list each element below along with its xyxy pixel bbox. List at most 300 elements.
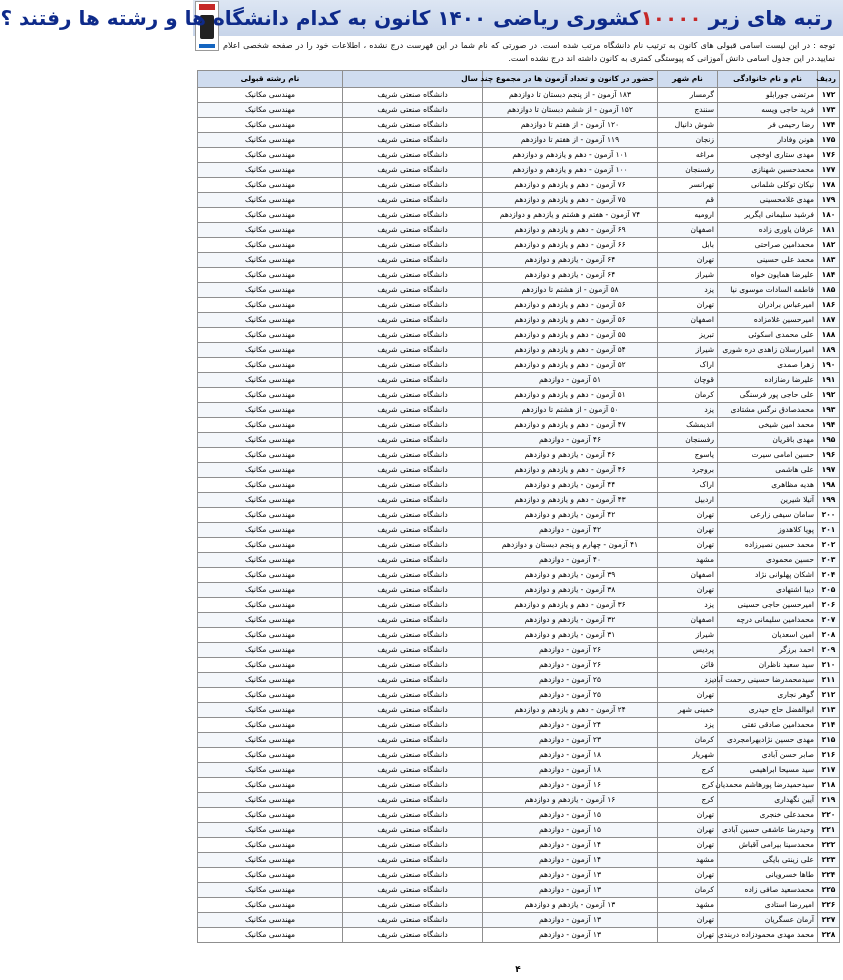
field-cell: مهندسی مکانیک [198, 673, 343, 688]
exams-cell: ۱۶ آزمون - یازدهم و دوازدهم [483, 793, 658, 808]
table-row [198, 778, 840, 793]
city-cell: کرمان [658, 388, 718, 403]
exams-cell: ۷۵ آزمون - دهم و یازدهم و دوازدهم [483, 193, 658, 208]
rank-cell: ۲۲۴ [818, 868, 840, 883]
name-cell: دیبا اشتهادی [718, 583, 818, 598]
rank-cell: ۱۹۵ [818, 433, 840, 448]
university-cell: دانشگاه صنعتی شریف [343, 763, 483, 778]
field-cell: مهندسی مکانیک [198, 343, 343, 358]
rank-cell: ۲۱۹ [818, 793, 840, 808]
city-cell: مشهد [658, 553, 718, 568]
city-cell: کرج [658, 778, 718, 793]
exams-cell: ۱۶ آزمون - دوازدهم [483, 778, 658, 793]
rank-cell: ۲۱۸ [818, 778, 840, 793]
name-cell: علی زینتی بایگی [718, 853, 818, 868]
field-cell: مهندسی مکانیک [198, 373, 343, 388]
university-cell: دانشگاه صنعتی شریف [343, 178, 483, 193]
table-row [198, 508, 840, 523]
table-row [198, 868, 840, 883]
field-cell: مهندسی مکانیک [198, 178, 343, 193]
name-cell: احمد برزگر [718, 643, 818, 658]
table-row [198, 598, 840, 613]
table-row [198, 748, 840, 763]
table-row [198, 823, 840, 838]
rank-cell: ۲۱۷ [818, 763, 840, 778]
rank-cell: ۲۰۶ [818, 598, 840, 613]
city-cell: تبریز [658, 328, 718, 343]
name-cell: علی هاشمی [718, 463, 818, 478]
rank-cell: ۱۹۶ [818, 448, 840, 463]
col-exams-header: حضور در کانون و تعداد آزمون ها در مجموع چند سال [483, 71, 658, 88]
name-cell: آرمان عسگریان [718, 913, 818, 928]
table-row [198, 643, 840, 658]
table-row [198, 658, 840, 673]
city-cell: تهران [658, 823, 718, 838]
city-cell: گرمسار [658, 88, 718, 103]
table-row [198, 298, 840, 313]
university-cell: دانشگاه صنعتی شریف [343, 823, 483, 838]
table-row [198, 538, 840, 553]
exams-cell: ۲۳ آزمون - دوازدهم [483, 733, 658, 748]
table-row [198, 193, 840, 208]
city-cell: کرمان [658, 733, 718, 748]
table-row [198, 313, 840, 328]
rank-cell: ۲۰۳ [818, 553, 840, 568]
field-cell: مهندسی مکانیک [198, 868, 343, 883]
city-cell: تهران [658, 688, 718, 703]
field-cell: مهندسی مکانیک [198, 703, 343, 718]
exams-cell: ۷۶ آزمون - دهم و یازدهم و دوازدهم [483, 178, 658, 193]
city-cell: تهران [658, 868, 718, 883]
table-row [198, 283, 840, 298]
city-cell: تهران [658, 583, 718, 598]
table-row [198, 148, 840, 163]
field-cell: مهندسی مکانیک [198, 523, 343, 538]
name-cell: سیدحمیدرضا پورهاشم محمدیان [718, 778, 818, 793]
rank-cell: ۲۰۷ [818, 613, 840, 628]
table-row [198, 418, 840, 433]
university-cell: دانشگاه صنعتی شریف [343, 313, 483, 328]
table-row [198, 373, 840, 388]
university-cell: دانشگاه صنعتی شریف [343, 463, 483, 478]
exams-cell: ۱۳ آزمون - دوازدهم [483, 913, 658, 928]
field-cell: مهندسی مکانیک [198, 598, 343, 613]
name-cell: مهدی غلامحسینی [718, 193, 818, 208]
table-row [198, 913, 840, 928]
field-cell: مهندسی مکانیک [198, 298, 343, 313]
field-cell: مهندسی مکانیک [198, 463, 343, 478]
name-cell: ابوالفضل حاج حیدری [718, 703, 818, 718]
exams-cell: ۱۰۰ آزمون - دهم و یازدهم و دوازدهم [483, 163, 658, 178]
university-cell: دانشگاه صنعتی شریف [343, 898, 483, 913]
exams-cell: ۴۶ آزمون - دهم و یازدهم و دوازدهم [483, 463, 658, 478]
exams-cell: ۱۸ آزمون - دوازدهم [483, 748, 658, 763]
university-cell: دانشگاه صنعتی شریف [343, 328, 483, 343]
name-cell: آتیلا شیرین [718, 493, 818, 508]
city-cell: شیراز [658, 268, 718, 283]
city-cell: کرمان [658, 883, 718, 898]
name-cell: وحیدرضا عاشقی حسین آبادی [718, 823, 818, 838]
name-cell: فرید حاجی ویسه [718, 103, 818, 118]
field-cell: مهندسی مکانیک [198, 733, 343, 748]
table-row [198, 898, 840, 913]
table-row [198, 568, 840, 583]
exams-cell: ۱۱۹ آزمون - از هفتم تا دوازدهم [483, 133, 658, 148]
rank-cell: ۱۷۲ [818, 88, 840, 103]
university-cell: دانشگاه صنعتی شریف [343, 88, 483, 103]
city-cell: یزد [658, 403, 718, 418]
page-title [0, 4, 833, 32]
col-rank-header: ردیف [818, 71, 840, 88]
university-cell: دانشگاه صنعتی شریف [343, 148, 483, 163]
field-cell: مهندسی مکانیک [198, 823, 343, 838]
field-cell: مهندسی مکانیک [198, 283, 343, 298]
city-cell: یزد [658, 718, 718, 733]
city-cell: تهران [658, 838, 718, 853]
table-row [198, 238, 840, 253]
exams-cell: ۱۴ آزمون - دوازدهم [483, 838, 658, 853]
city-cell: سنندج [658, 103, 718, 118]
table-row [198, 268, 840, 283]
rank-cell: ۱۹۳ [818, 403, 840, 418]
university-cell: دانشگاه صنعتی شریف [343, 163, 483, 178]
rank-cell: ۲۲۸ [818, 928, 840, 943]
city-cell: کرج [658, 763, 718, 778]
university-cell: دانشگاه صنعتی شریف [343, 583, 483, 598]
exams-cell: ۲۴ آزمون - دوازدهم [483, 718, 658, 733]
rank-cell: ۱۷۶ [818, 148, 840, 163]
field-cell: مهندسی مکانیک [198, 838, 343, 853]
city-cell: خمینی شهر [658, 703, 718, 718]
table-row [198, 208, 840, 223]
city-cell: بروجرد [658, 463, 718, 478]
city-cell: بابل [658, 238, 718, 253]
field-cell: مهندسی مکانیک [198, 628, 343, 643]
exams-cell: ۲۶ آزمون - دوازدهم [483, 658, 658, 673]
rank-cell: ۱۸۹ [818, 343, 840, 358]
city-cell: تهرانسر [658, 178, 718, 193]
university-cell: دانشگاه صنعتی شریف [343, 268, 483, 283]
exams-cell: ۵۵ آزمون - دهم و یازدهم و دوازدهم [483, 328, 658, 343]
university-cell: دانشگاه صنعتی شریف [343, 193, 483, 208]
table-body [198, 88, 840, 943]
name-cell: آیین نگهداری [718, 793, 818, 808]
university-cell: دانشگاه صنعتی شریف [343, 418, 483, 433]
name-cell: رضا رحیمی فر [718, 118, 818, 133]
name-cell: هونن وفادار [718, 133, 818, 148]
exams-cell: ۱۴ آزمون - دوازدهم [483, 853, 658, 868]
city-cell: اصفهان [658, 613, 718, 628]
city-cell: شیراز [658, 628, 718, 643]
university-cell: دانشگاه صنعتی شریف [343, 433, 483, 448]
city-cell: تهران [658, 808, 718, 823]
field-cell: مهندسی مکانیک [198, 268, 343, 283]
city-cell: تهران [658, 523, 718, 538]
field-cell: مهندسی مکانیک [198, 433, 343, 448]
rank-cell: ۲۰۱ [818, 523, 840, 538]
name-cell: محمدامین سلیمانی درچه [718, 613, 818, 628]
col-name-header: نام و نام خانوادگی [718, 71, 818, 88]
university-cell: دانشگاه صنعتی شریف [343, 703, 483, 718]
city-cell: رفسنجان [658, 433, 718, 448]
table-row [198, 493, 840, 508]
university-cell: دانشگاه صنعتی شریف [343, 628, 483, 643]
university-cell: دانشگاه صنعتی شریف [343, 523, 483, 538]
city-cell: ارومیه [658, 208, 718, 223]
exams-cell: ۵۱ آزمون - دهم و یازدهم و دوازدهم [483, 388, 658, 403]
name-cell: سامان سیفی زارعی [718, 508, 818, 523]
name-cell: علیرضا همایون خواه [718, 268, 818, 283]
table-row [198, 328, 840, 343]
exams-cell: ۴۶ آزمون - دوازدهم [483, 433, 658, 448]
field-cell: مهندسی مکانیک [198, 133, 343, 148]
name-cell: امین اسعدیان [718, 628, 818, 643]
name-cell: سید سعید ناظران [718, 658, 818, 673]
exams-cell: ۵۴ آزمون - دهم و یازدهم و دوازدهم [483, 343, 658, 358]
rank-cell: ۱۹۲ [818, 388, 840, 403]
field-cell: مهندسی مکانیک [198, 388, 343, 403]
name-cell: هدیه مظاهری [718, 478, 818, 493]
rank-cell: ۱۷۹ [818, 193, 840, 208]
exams-cell: ۷۴ آزمون - هفتم و هشتم و یازدهم و دوازدهم [483, 208, 658, 223]
university-cell: دانشگاه صنعتی شریف [343, 643, 483, 658]
rank-cell: ۲۱۶ [818, 748, 840, 763]
exams-cell: ۳۶ آزمون - دهم و یازدهم و دوازدهم [483, 598, 658, 613]
field-cell: مهندسی مکانیک [198, 208, 343, 223]
university-cell: دانشگاه صنعتی شریف [343, 598, 483, 613]
name-cell: محمدحسین شهنازی [718, 163, 818, 178]
university-cell: دانشگاه صنعتی شریف [343, 883, 483, 898]
city-cell: تهران [658, 928, 718, 943]
field-cell: مهندسی مکانیک [198, 448, 343, 463]
city-cell: اردبیل [658, 493, 718, 508]
table-row [198, 928, 840, 943]
table-row [198, 103, 840, 118]
rank-cell: ۱۹۴ [818, 418, 840, 433]
rank-cell: ۱۸۶ [818, 298, 840, 313]
name-cell: مهدی حسین نژادبهرامجردی [718, 733, 818, 748]
rank-cell: ۲۱۵ [818, 733, 840, 748]
rank-cell: ۱۷۳ [818, 103, 840, 118]
rank-cell: ۲۲۶ [818, 898, 840, 913]
exams-cell: ۴۳ آزمون - دهم و یازدهم و دوازدهم [483, 493, 658, 508]
field-cell: مهندسی مکانیک [198, 763, 343, 778]
exams-cell: ۱۳ آزمون - دوازدهم [483, 883, 658, 898]
exams-cell: ۲۵ آزمون - دوازدهم [483, 688, 658, 703]
university-cell: دانشگاه صنعتی شریف [343, 478, 483, 493]
name-cell: سیدمحمدرضا حسینی رحمت آباد [718, 673, 818, 688]
name-cell: محمدسعید صافی زاده [718, 883, 818, 898]
exams-cell: ۱۸۳ آزمون - از پنجم دبستان تا دوازدهم [483, 88, 658, 103]
rank-cell: ۲۲۲ [818, 838, 840, 853]
city-cell: قائن [658, 658, 718, 673]
city-cell: تهران [658, 298, 718, 313]
city-cell: زنجان [658, 133, 718, 148]
city-cell: شوش دانیال [658, 118, 718, 133]
city-cell: یزد [658, 283, 718, 298]
field-cell: مهندسی مکانیک [198, 883, 343, 898]
table-row [198, 433, 840, 448]
field-cell: مهندسی مکانیک [198, 313, 343, 328]
university-cell: دانشگاه صنعتی شریف [343, 253, 483, 268]
city-cell: قم [658, 193, 718, 208]
rank-cell: ۱۹۹ [818, 493, 840, 508]
header-banner [0, 0, 843, 36]
name-cell: فرشید سلیمانی ایگریر [718, 208, 818, 223]
university-cell: دانشگاه صنعتی شریف [343, 223, 483, 238]
exams-cell: ۴۱ آزمون - چهارم و پنجم دبستان و دوازدهم [483, 538, 658, 553]
city-cell: شهریار [658, 748, 718, 763]
university-cell: دانشگاه صنعتی شریف [343, 283, 483, 298]
university-cell: دانشگاه صنعتی شریف [343, 103, 483, 118]
exams-cell: ۳۹ آزمون - یازدهم و دوازدهم [483, 568, 658, 583]
field-cell: مهندسی مکانیک [198, 148, 343, 163]
rank-cell: ۲۰۲ [818, 538, 840, 553]
rank-cell: ۲۰۹ [818, 643, 840, 658]
city-cell: یزد [658, 598, 718, 613]
university-cell: دانشگاه صنعتی شریف [343, 343, 483, 358]
name-cell: مهدی ستاری اوخچی [718, 148, 818, 163]
title-part1: رتبه های زیر [701, 6, 833, 30]
exams-cell: ۶۹ آزمون - دهم و یازدهم و دوازدهم [483, 223, 658, 238]
intro-note: توجه : در این لیست اسامی قبولی های کانون به ترتیب نام دانشگاه مرتب شده است. در صورتی که نام شما در این فهرست درج نشده ، اطلاعات خود را در صفحه شخصی اعلام نمایید.در این جدول اسامی دانش آموزانی که پیوستگی کمتری به کانون داشته اند درج نشده است. [223, 40, 835, 63]
rank-cell: ۱۹۱ [818, 373, 840, 388]
exams-cell: ۳۲ آزمون - یازدهم و دوازدهم [483, 613, 658, 628]
field-cell: مهندسی مکانیک [198, 358, 343, 373]
rank-cell: ۲۲۰ [818, 808, 840, 823]
exams-cell: ۳۱ آزمون - یازدهم و دوازدهم [483, 628, 658, 643]
university-cell: دانشگاه صنعتی شریف [343, 613, 483, 628]
table-row [198, 178, 840, 193]
field-cell: مهندسی مکانیک [198, 913, 343, 928]
city-cell: اصفهان [658, 568, 718, 583]
exams-cell: ۱۵ آزمون - دوازدهم [483, 823, 658, 838]
name-cell: علیرضا رضازاده [718, 373, 818, 388]
table-row [198, 628, 840, 643]
table-row [198, 673, 840, 688]
exams-cell: ۴۴ آزمون - یازدهم و دوازدهم [483, 478, 658, 493]
rank-cell: ۲۱۴ [818, 718, 840, 733]
university-cell: دانشگاه صنعتی شریف [343, 403, 483, 418]
name-cell: محمدصادق نرگس مشتادی [718, 403, 818, 418]
rank-cell: ۱۷۵ [818, 133, 840, 148]
table-row [198, 448, 840, 463]
university-cell: دانشگاه صنعتی شریف [343, 838, 483, 853]
field-cell: مهندسی مکانیک [198, 538, 343, 553]
city-cell: تهران [658, 538, 718, 553]
city-cell: اراک [658, 358, 718, 373]
table-row [198, 478, 840, 493]
university-cell: دانشگاه صنعتی شریف [343, 568, 483, 583]
name-cell: محمد امین شیخی [718, 418, 818, 433]
exams-cell: ۲۵ آزمون - دوازدهم [483, 673, 658, 688]
university-cell: دانشگاه صنعتی شریف [343, 928, 483, 943]
title-accent: ۱۰۰۰۰ [640, 6, 702, 30]
rank-cell: ۱۹۷ [818, 463, 840, 478]
table-row [198, 613, 840, 628]
rank-cell: ۱۷۸ [818, 178, 840, 193]
university-cell: دانشگاه صنعتی شریف [343, 718, 483, 733]
field-cell: مهندسی مکانیک [198, 238, 343, 253]
exams-cell: ۱۰۱ آزمون - دهم و یازدهم و دوازدهم [483, 148, 658, 163]
table-row [198, 403, 840, 418]
field-cell: مهندسی مکانیک [198, 478, 343, 493]
university-cell: دانشگاه صنعتی شریف [343, 733, 483, 748]
city-cell: یزد [658, 673, 718, 688]
rank-cell: ۲۰۴ [818, 568, 840, 583]
field-cell: مهندسی مکانیک [198, 688, 343, 703]
exams-cell: ۱۳ آزمون - دوازدهم [483, 928, 658, 943]
table-row [198, 763, 840, 778]
university-cell: دانشگاه صنعتی شریف [343, 778, 483, 793]
rank-cell: ۱۹۸ [818, 478, 840, 493]
university-cell: دانشگاه صنعتی شریف [343, 808, 483, 823]
field-cell: مهندسی مکانیک [198, 928, 343, 943]
exams-cell: ۵۸ آزمون - از هشتم تا دوازدهم [483, 283, 658, 298]
city-cell: قوچان [658, 373, 718, 388]
name-cell: نیکان توکلی شلمانی [718, 178, 818, 193]
rank-cell: ۲۰۵ [818, 583, 840, 598]
name-cell: محمدسینا بیرامی آقباش [718, 838, 818, 853]
page-number: ۴ [515, 965, 521, 975]
rank-cell: ۱۸۴ [818, 268, 840, 283]
rank-cell: ۲۲۵ [818, 883, 840, 898]
exams-cell: ۴۷ آزمون - دهم و یازدهم و دوازدهم [483, 418, 658, 433]
exams-cell: ۵۶ آزمون - دهم و یازدهم و دوازدهم [483, 298, 658, 313]
table-row [198, 883, 840, 898]
city-cell: تهران [658, 253, 718, 268]
field-cell: مهندسی مکانیک [198, 88, 343, 103]
name-cell: محمدعلی خنجری [718, 808, 818, 823]
exams-cell: ۴۲ آزمون - یازدهم و دوازدهم [483, 508, 658, 523]
field-cell: مهندسی مکانیک [198, 583, 343, 598]
exams-cell: ۱۳ آزمون - دوازدهم [483, 868, 658, 883]
exams-cell: ۱۵ آزمون - دوازدهم [483, 808, 658, 823]
name-cell: علی حاجی پور فرسنگی [718, 388, 818, 403]
name-cell: زهرا صمدی [718, 358, 818, 373]
field-cell: مهندسی مکانیک [198, 253, 343, 268]
city-cell: اصفهان [658, 223, 718, 238]
exams-cell: ۲۶ آزمون - دوازدهم [483, 643, 658, 658]
name-cell: پویا کلاهدوز [718, 523, 818, 538]
rank-cell: ۱۸۸ [818, 328, 840, 343]
name-cell: مرتضی جورابلو [718, 88, 818, 103]
field-cell: مهندسی مکانیک [198, 808, 343, 823]
table-row [198, 808, 840, 823]
name-cell: صابر حسن آبادی [718, 748, 818, 763]
table-row [198, 133, 840, 148]
field-cell: مهندسی مکانیک [198, 613, 343, 628]
exams-cell: ۴۰ آزمون - دوازدهم [483, 553, 658, 568]
table-header-row [198, 71, 840, 88]
table-row [198, 118, 840, 133]
table-row [198, 358, 840, 373]
university-cell: دانشگاه صنعتی شریف [343, 493, 483, 508]
rank-cell: ۱۸۷ [818, 313, 840, 328]
name-cell: امیرارسلان زاهدی دره شوری [718, 343, 818, 358]
exams-cell: ۱۵۲ آزمون - از ششم دبستان تا دوازدهم [483, 103, 658, 118]
exams-cell: ۵۲ آزمون - دهم و یازدهم و دوازدهم [483, 358, 658, 373]
rank-cell: ۱۸۱ [818, 223, 840, 238]
rank-cell: ۲۲۱ [818, 823, 840, 838]
university-cell: دانشگاه صنعتی شریف [343, 853, 483, 868]
table-row [198, 523, 840, 538]
exams-cell: ۱۳ آزمون - یازدهم و دوازدهم [483, 898, 658, 913]
table-row [198, 253, 840, 268]
exams-cell: ۴۲ آزمون - دوازدهم [483, 523, 658, 538]
field-cell: مهندسی مکانیک [198, 553, 343, 568]
university-cell: دانشگاه صنعتی شریف [343, 298, 483, 313]
